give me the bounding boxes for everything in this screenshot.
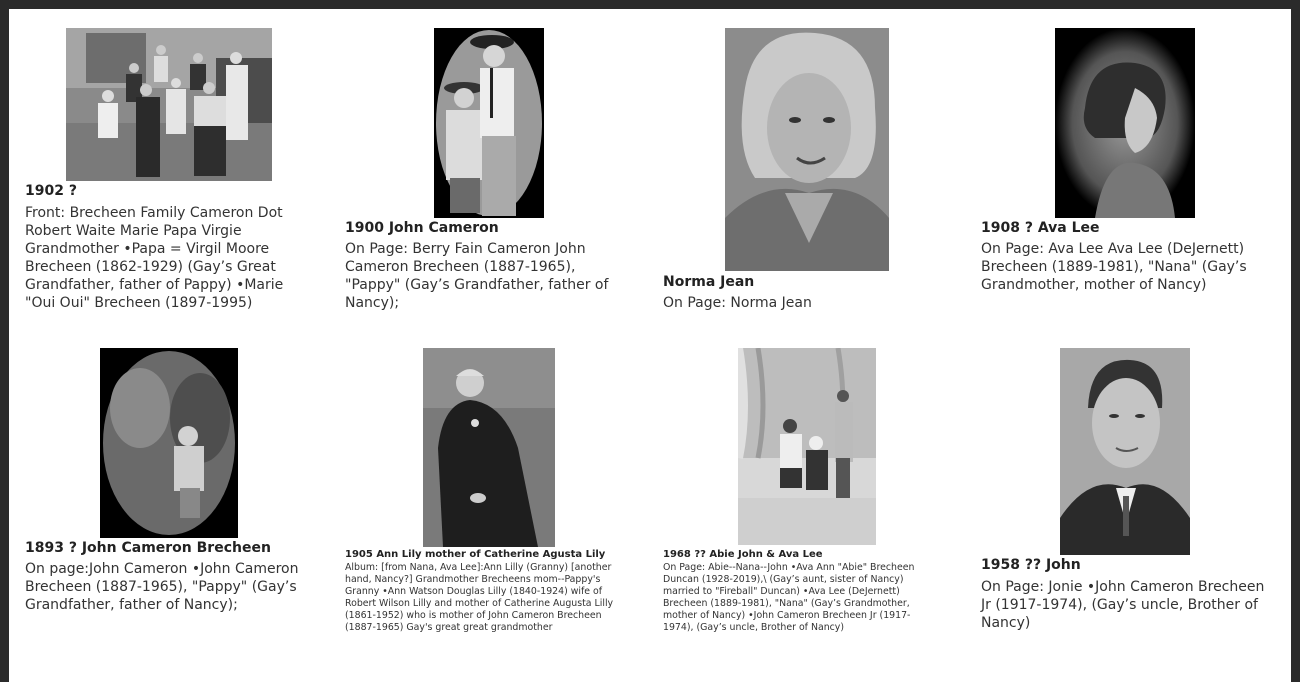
two-boys-photo[interactable] <box>434 28 544 218</box>
photo-title: 1958 ?? John <box>981 557 1081 573</box>
photo-title: Norma Jean <box>663 274 755 290</box>
woman-portrait-photo[interactable] <box>725 28 889 271</box>
man-portrait-photo[interactable] <box>1060 348 1190 555</box>
photo-title: 1908 ? Ava Lee <box>981 220 1100 236</box>
family-group-photo[interactable] <box>66 28 272 181</box>
photo-title: 1893 ? John Cameron Brecheen <box>25 540 271 556</box>
photo-title: 1902 ? <box>25 183 77 199</box>
photo-title: 1905 Ann Lily mother of Catherine Agusta Lily <box>345 549 606 560</box>
seated-elderly-woman-photo[interactable] <box>423 348 555 547</box>
oval-profile-portrait-photo[interactable] <box>1055 28 1195 218</box>
photo-description: On Page: Abie--Nana--John •Ava Ann "Abie" Brecheen Duncan (1928-2019),\ (Gay’s aunt, sister of Nancy) married to "Fireball" Duncan) •Ava Lee (DeJernett) Brecheen (1889-1981), "Nana" (Gay’s Grandmother, mother of Nancy) •John Cameron Brecheen Jr (1917-1974), (Gay’s uncle, Brother of Nancy) <box>663 562 915 633</box>
photo-description: On Page: Ava Lee Ava Lee (DeJernett) Brecheen (1889-1981), "Nana" (Gay’s Grandmother, mother of Nancy) <box>981 241 1247 293</box>
photo-title: 1900 John Cameron <box>345 220 499 236</box>
photo-description: Front: Brecheen Family Cameron Dot Robert Waite Marie Papa Virgie Grandmother •Papa = Virgil Moore Brecheen (1862-1929) (Gay’s Great Grandfather, father of Pappy) •Marie "Oui Oui" Brecheen (1897-1995) <box>25 205 284 311</box>
three-people-indoor-photo[interactable] <box>738 348 876 545</box>
photo-description: On Page: Norma Jean <box>663 295 812 311</box>
photo-description: On page:John Cameron •John Cameron Brecheen (1887-1965), "Pappy" (Gay’s Grandfather, father of Nancy); <box>25 561 299 613</box>
photo-title: 1968 ?? Abie John & Ava Lee <box>663 549 823 560</box>
photo-gallery-page <box>9 9 1291 682</box>
oval-child-outdoor-photo[interactable] <box>100 348 238 538</box>
photo-description: Album: [from Nana, Ava Lee]:Ann Lilly (Granny) [another hand, Nancy?] Grandmother Brecheens mom--Pappy's Granny •Ann Watson Douglas Lilly (1840-1924) wife of Robert Wilson Lilly and mother of Catherine Augusta Lilly (1861-1952) who is mother of John Cameron Brecheen (1887-1965) Gay's great great grandmother <box>345 562 614 633</box>
photo-description: On Page: Berry Fain Cameron John Cameron Brecheen (1887-1965), "Pappy" (Gay’s Grandfather, father of Nancy); <box>345 241 609 311</box>
photo-description: On Page: Jonie •John Cameron Brecheen Jr (1917-1974), (Gay’s uncle, Brother of Nancy) <box>981 579 1265 631</box>
